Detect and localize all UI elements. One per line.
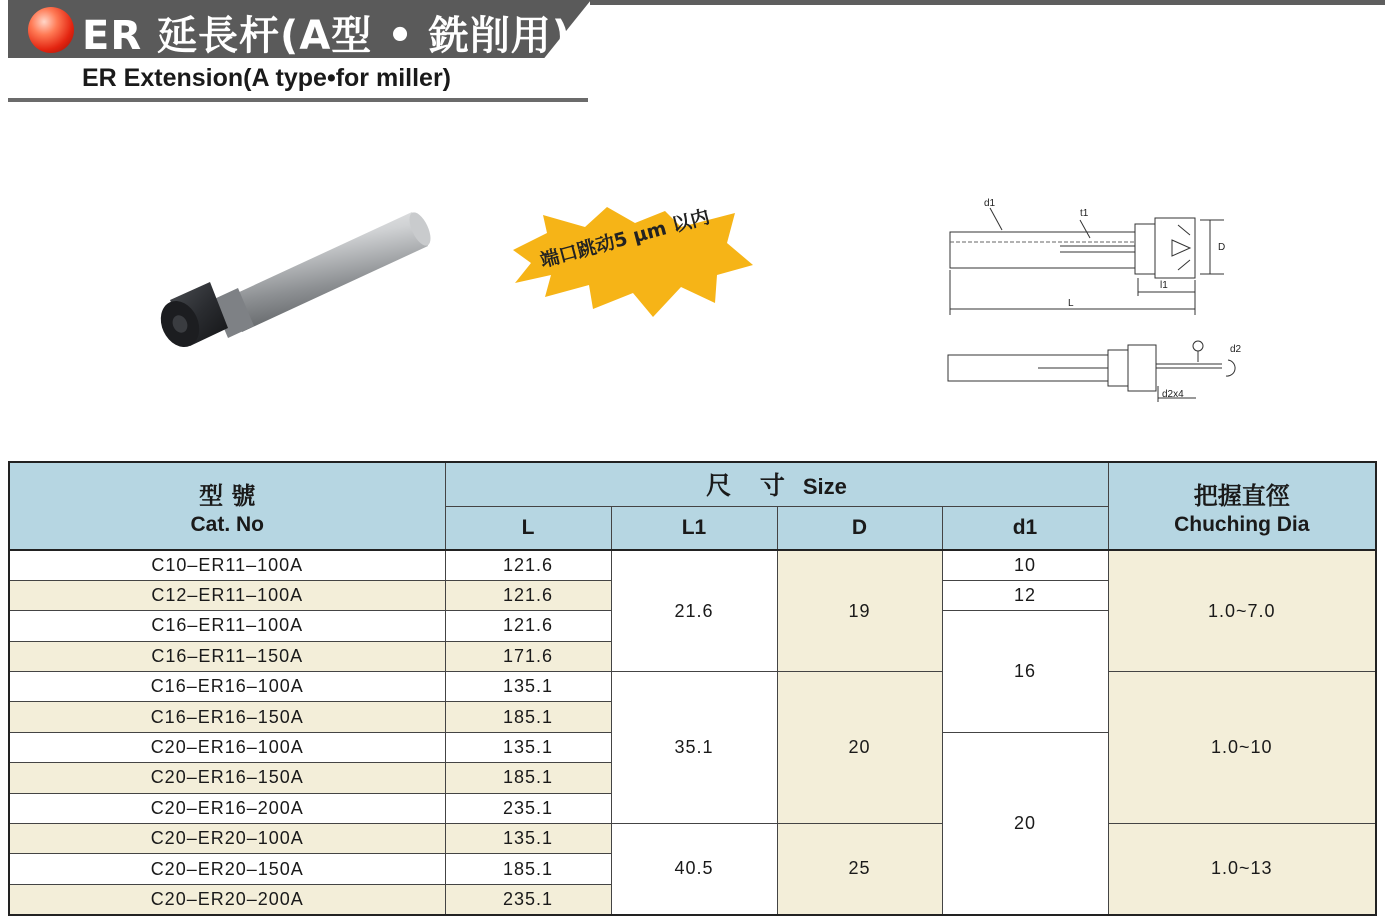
cat-cell: C10–ER11–100A bbox=[9, 550, 445, 580]
header-grip-en: Chuching Dia bbox=[1174, 512, 1310, 536]
L1-cell: 40.5 bbox=[611, 824, 777, 915]
spec-table bbox=[8, 461, 1377, 916]
header-size-en: Size bbox=[802, 474, 847, 500]
L-cell: 135.1 bbox=[445, 824, 611, 854]
L-cell: 135.1 bbox=[445, 732, 611, 762]
subtitle-rule bbox=[8, 98, 588, 102]
page-subtitle: ER Extension(A type•for miller) bbox=[82, 64, 451, 92]
header-model-en: Cat. No bbox=[190, 512, 264, 536]
header-size bbox=[445, 462, 1108, 506]
grip-cell: 1.0~13 bbox=[1108, 824, 1376, 915]
d1-cell: 10 bbox=[942, 550, 1108, 580]
grip-cell: 1.0~10 bbox=[1108, 672, 1376, 824]
dim-t1-label: t1 bbox=[1080, 208, 1089, 219]
D-cell: 20 bbox=[777, 672, 942, 824]
header-model bbox=[9, 462, 445, 550]
L1-cell: 35.1 bbox=[611, 672, 777, 824]
table-row bbox=[9, 824, 1376, 854]
cat-cell: C16–ER16–100A bbox=[9, 672, 445, 702]
header-L: L bbox=[445, 506, 611, 550]
dim-d2x4-label: d2x4 bbox=[1162, 389, 1184, 400]
cat-cell: C20–ER20–200A bbox=[9, 884, 445, 914]
header-grip bbox=[1108, 462, 1376, 550]
dim-D-label: D bbox=[1218, 242, 1226, 253]
header-grip-cn: 把握直徑 bbox=[1193, 481, 1290, 510]
top-rule bbox=[590, 0, 1385, 5]
header-d1: d1 bbox=[942, 506, 1108, 550]
L-cell: 185.1 bbox=[445, 702, 611, 732]
extension-tool-photo bbox=[150, 200, 450, 380]
cat-cell: C16–ER11–100A bbox=[9, 611, 445, 641]
cat-cell: C12–ER11–100A bbox=[9, 580, 445, 610]
cat-cell: C20–ER16–150A bbox=[9, 763, 445, 793]
grip-cell: 1.0~7.0 bbox=[1108, 550, 1376, 672]
cat-cell: C20–ER20–150A bbox=[9, 854, 445, 884]
table-row bbox=[9, 672, 1376, 702]
technical-drawing bbox=[940, 190, 1260, 420]
cat-cell: C20–ER16–100A bbox=[9, 732, 445, 762]
header-size-cn: 尺 寸 bbox=[706, 471, 795, 501]
L-cell: 235.1 bbox=[445, 884, 611, 914]
header-D: D bbox=[777, 506, 942, 550]
D-cell: 19 bbox=[777, 550, 942, 672]
table-row bbox=[9, 550, 1376, 580]
L-cell: 135.1 bbox=[445, 672, 611, 702]
cat-cell: C20–ER20–100A bbox=[9, 824, 445, 854]
red-ball-icon bbox=[28, 7, 74, 53]
d1-cell: 16 bbox=[942, 611, 1108, 733]
d1-cell: 20 bbox=[942, 732, 1108, 914]
page-title: ER 延長杆(A型 • 銑削用) bbox=[82, 13, 571, 59]
d1-cell: 12 bbox=[942, 580, 1108, 610]
L1-cell: 21.6 bbox=[611, 550, 777, 672]
cat-cell: C16–ER16–150A bbox=[9, 702, 445, 732]
L-cell: 171.6 bbox=[445, 641, 611, 671]
runout-badge-text: 端口跳动5 μm 以内 bbox=[538, 205, 713, 273]
header-model-cn: 型 號 bbox=[199, 481, 256, 510]
L-cell: 121.6 bbox=[445, 580, 611, 610]
L-cell: 185.1 bbox=[445, 854, 611, 884]
dim-l1-label: l1 bbox=[1160, 280, 1168, 291]
L-cell: 235.1 bbox=[445, 793, 611, 823]
L-cell: 121.6 bbox=[445, 611, 611, 641]
D-cell: 25 bbox=[777, 824, 942, 915]
cat-cell: C20–ER16–200A bbox=[9, 793, 445, 823]
dim-d1-label: d1 bbox=[984, 198, 996, 209]
dim-L-label: L bbox=[1068, 298, 1074, 309]
dim-d2-label: d2 bbox=[1230, 344, 1242, 355]
L-cell: 121.6 bbox=[445, 550, 611, 580]
cat-cell: C16–ER11–150A bbox=[9, 641, 445, 671]
header-L1: L1 bbox=[611, 506, 777, 550]
L-cell: 185.1 bbox=[445, 763, 611, 793]
